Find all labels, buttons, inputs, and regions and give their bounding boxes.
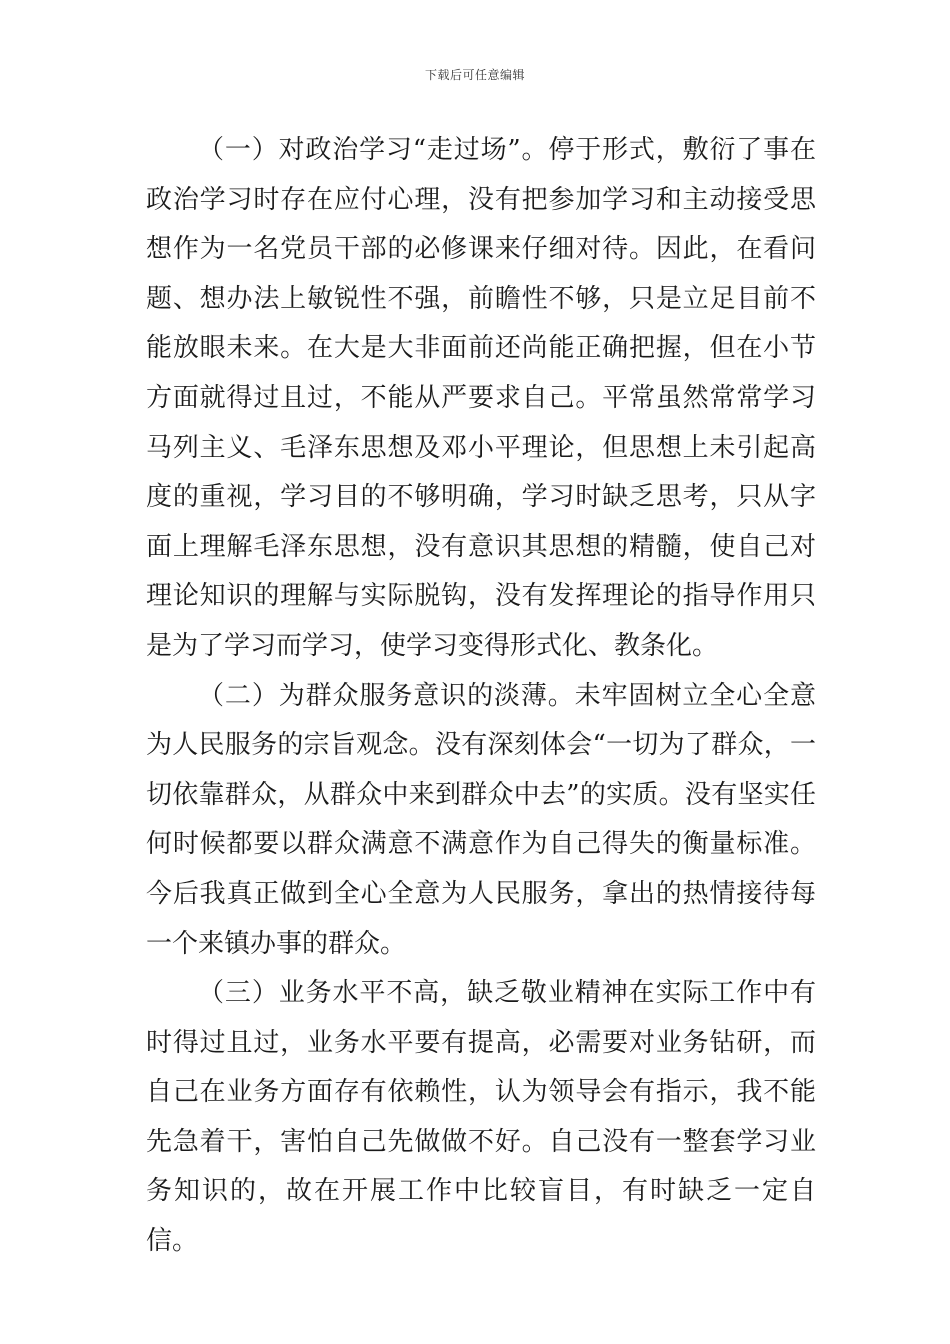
paragraph-1: （一）对政治学习“走过场”。停于形式，敷衍了事在政治学习时存在应付心理，没有把参加学习和主动接受思想作为一名党员干部的必修课来仔细对待。因此，在看问题、想办法上敏锐性不强，前瞻性不够，只是立足目前不能放眼未来。在大是大非面前还尚能正确把握，但在小节方面就得过且过，不能从严要求自己。平常虽然常常学习马列主义、毛泽东思想及邓小平理论，但思想上未引起高度的重视，学习目的不够明确，学习时缺乏思考，只从字面上理解毛泽东思想，没有意识其思想的精髓，使自己对理论知识的理解与实际脱钩，没有发挥理论的指导作用只是为了学习而学习，使学习变得形式化、教条化。 xyxy=(146,135,816,661)
paragraph-3: （三）业务水平不高，缺乏敬业精神在实际工作中有时得过且过，业务水平要有提高，必需要对业务钻研，而自己在业务方面存有依赖性，认为领导会有指示，我不能先急着干，害怕自己先做做不好。自己没有一整套学习业务知识的，故在开展工作中比较盲目，有时缺乏一定自信。 xyxy=(146,978,816,1257)
header-note: 下载后可任意编辑 xyxy=(424,68,525,82)
document-body xyxy=(146,126,816,1267)
paragraph-2: （二）为群众服务意识的淡薄。未牢固树立全心全意为人民服务的宗旨观念。没有深刻体会“一切为了群众，一切依靠群众，从群众中来到群众中去”的实质。没有坚实任何时候都要以群众满意不满意作为自己得失的衡量标准。今后我真正做到全心全意为人民服务，拿出的热情接待每一个来镇办事的群众。 xyxy=(146,680,816,959)
